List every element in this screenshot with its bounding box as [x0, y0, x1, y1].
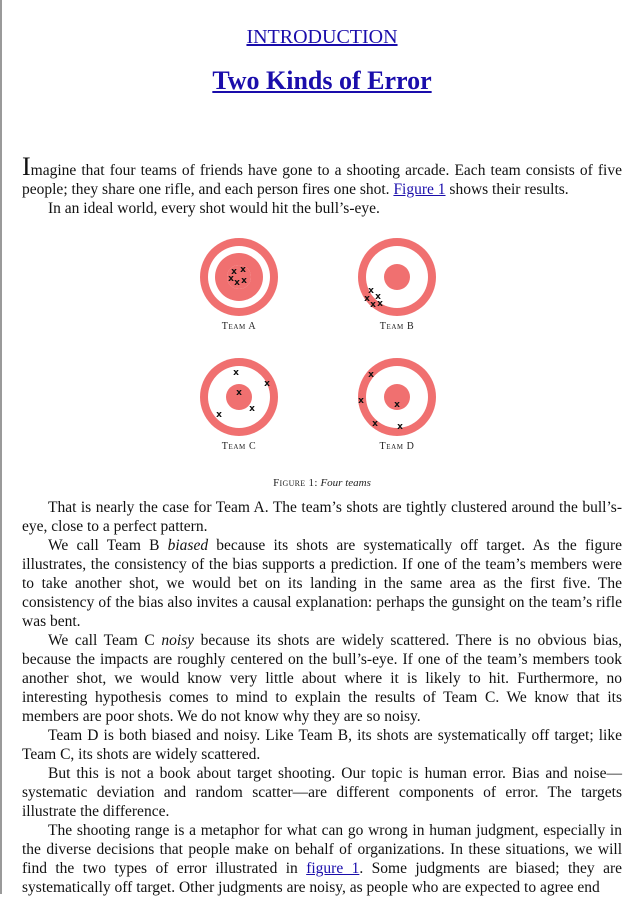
shot-mark: x	[375, 292, 381, 302]
target-team-a	[200, 238, 278, 316]
paragraph-8-text-end: . Some judgments are biased; they are systematically off target. Other judgments are noisy, as people who are expected to agree end	[22, 860, 622, 896]
shot-mark: x	[358, 396, 364, 406]
team-b-label: Team B	[379, 321, 415, 332]
paragraph-7: But this is not a book about target shooting. Our topic is human error. Bias and noise—systematic deviation and random scatter—are different components of error. The targets illustrate the difference.	[22, 765, 622, 820]
shot-mark: x	[394, 400, 400, 410]
figure-four-teams	[22, 222, 622, 492]
shot-mark: x	[234, 278, 240, 288]
team-a-label: Team A	[221, 321, 257, 332]
chapter-title-link[interactable]: Two Kinds of Error	[212, 66, 432, 95]
figure-caption-text: Four teams	[320, 477, 371, 489]
paragraph-8	[22, 821, 622, 897]
paragraph-5	[22, 631, 622, 726]
paragraph-6: Team D is both biased and noisy. Like Team B, its shots are systematically off target; like Team C, its shots are widely scattered.	[22, 727, 622, 763]
paragraph-4-text: We call Team B	[48, 537, 168, 554]
paragraph-4	[22, 536, 622, 631]
shot-mark: x	[368, 370, 374, 380]
shot-mark: x	[240, 265, 246, 275]
targets-illustration	[22, 222, 622, 472]
shot-mark: x	[228, 274, 234, 284]
paragraph-5-text: We call Team C	[48, 632, 162, 649]
figure-caption	[22, 474, 622, 493]
paragraph-4-text-end: because its shots are systematically off target. As the figure illustrates, the consistency of the bias supports a prediction. If one of the team’s members were to take another shot, we would bet on its landing in the same area as the first five. The consistency of the bias also invites a causal explanation: perhaps the gunsight on the team’s rifle was bent.	[22, 537, 622, 630]
figure-caption-number: Figure 1:	[273, 477, 318, 489]
paragraph-5-text-end: because its shots are widely scattered. There is no obvious bias, because the impacts are roughly centered on the bull’s-eye. If one of the team’s members took another shot, we would know very little about where it is likely to hit. Furthermore, no interesting hypothesis comes to mind to explain the results of Team C. We know that its members are poor shots. We do not know why they are so noisy.	[22, 632, 622, 725]
shot-mark: x	[364, 294, 370, 304]
paragraph-2: In an ideal world, every shot would hit the bull’s-eye.	[48, 200, 380, 217]
term-noisy: noisy	[161, 632, 195, 649]
shot-mark: x	[216, 410, 222, 420]
paragraph-1-text: magine that four teams of friends have gone to a shooting arcade. Each team consists of five people; they share one rifle, and each person fires one shot.	[22, 162, 622, 198]
figure-1-link[interactable]: Figure 1	[393, 181, 446, 198]
figure-1-link-2[interactable]: figure 1	[306, 860, 360, 877]
shot-mark: x	[377, 299, 383, 309]
left-border-rule	[0, 0, 2, 894]
team-c-label: Team C	[221, 441, 257, 452]
paragraph-1-text-end: shows their results.	[445, 181, 569, 198]
team-d-label: Team D	[379, 441, 415, 452]
shot-mark: x	[231, 267, 237, 277]
shot-mark: x	[236, 388, 242, 398]
shot-mark: x	[249, 404, 255, 414]
paragraph-1	[22, 154, 622, 199]
term-biased: biased	[167, 537, 209, 554]
paragraph-3: That is nearly the case for Team A. The team’s shots are tightly clustered around the bull’s-eye, close to a perfect pattern.	[22, 499, 622, 535]
shot-mark: x	[370, 300, 376, 310]
chapter-link[interactable]: INTRODUCTION	[246, 26, 398, 48]
shot-mark: x	[264, 379, 270, 389]
book-page	[22, 0, 622, 897]
paragraph-8-text: The shooting range is a metaphor for what can go wrong in human judgment, especially in the diverse decisions that people make on behalf of organizations. In these situations, we will find the two types of error illustrated in	[22, 822, 622, 877]
bulls-eye	[384, 264, 410, 290]
drop-cap: I	[22, 152, 31, 181]
shot-mark: x	[241, 276, 247, 286]
shot-mark: x	[233, 368, 239, 378]
shot-mark: x	[372, 419, 378, 429]
chapter-body	[22, 154, 622, 897]
shot-mark: x	[368, 286, 374, 296]
shot-mark: x	[397, 422, 403, 432]
